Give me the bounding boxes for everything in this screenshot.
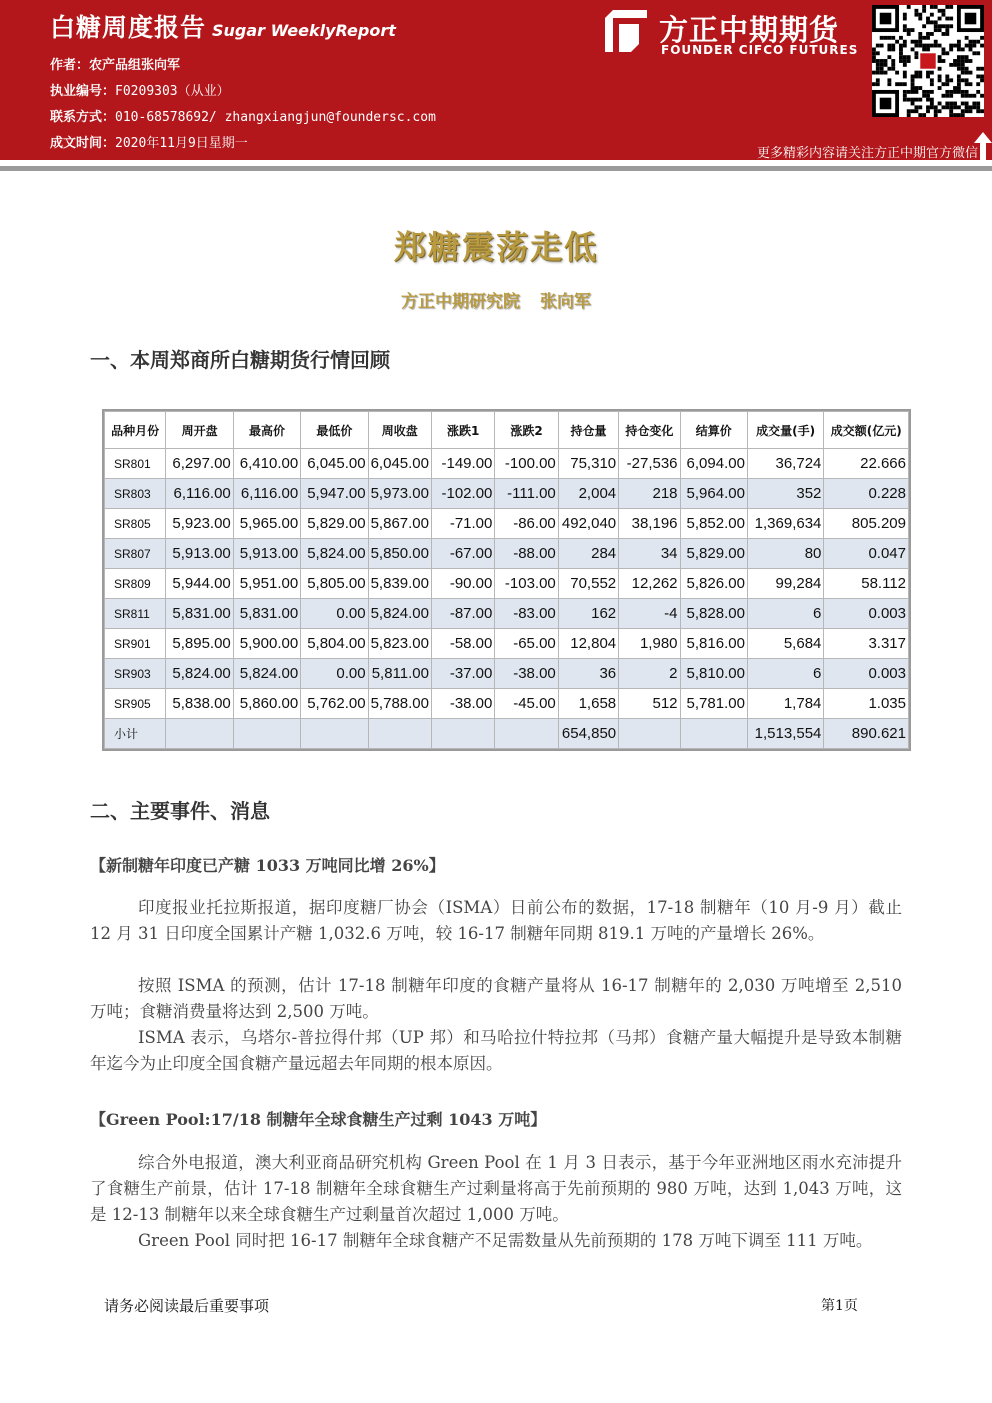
- author-value: 农产品组张向军: [89, 58, 181, 73]
- contract-code-cell: SR905: [105, 689, 166, 719]
- table-cell: -90.00: [431, 569, 494, 599]
- section-1-heading: 一、本周郑商所白糖期货行情回顾: [90, 348, 390, 372]
- table-cell: 80: [747, 539, 823, 569]
- table-cell: [619, 719, 680, 749]
- table-cell: 36: [558, 659, 618, 689]
- table-cell: 5,824.00: [301, 539, 368, 569]
- table-header-row: [105, 412, 909, 449]
- table-cell: 5,824.00: [368, 599, 431, 629]
- contact-line: [50, 106, 436, 125]
- table-cell: 5,850.00: [368, 539, 431, 569]
- table-cell: 5,973.00: [368, 479, 431, 509]
- table-cell: 5,826.00: [680, 569, 747, 599]
- table-cell: 38,196: [619, 509, 680, 539]
- contract-code-cell: SR807: [105, 539, 166, 569]
- table-row: [105, 539, 909, 569]
- table-cell: 0.00: [301, 599, 368, 629]
- table-cell: -87.00: [431, 599, 494, 629]
- table-cell: 5,805.00: [301, 569, 368, 599]
- table-cell: -100.00: [495, 449, 558, 479]
- footer-notice: 请务必阅读最后重要事项: [104, 1297, 270, 1315]
- table-cell: 5,964.00: [680, 479, 747, 509]
- table-cell: 70,552: [558, 569, 618, 599]
- author-line: [50, 54, 180, 73]
- table-cell: 5,838.00: [166, 689, 233, 719]
- table-cell: 805.209: [824, 509, 909, 539]
- news-paragraph: 印度报业托拉斯报道，据印度糖厂协会（ISMA）日前公布的数据，17-18 制糖年（10 月-9 月）截止 12 月 31 日印度全国累计产糖 1,032.6 万吨，较 16-17 制糖年同期 819.1 万吨的产量增长 26%。: [90, 898, 902, 943]
- table-cell: 5,810.00: [680, 659, 747, 689]
- table-cell: 6: [747, 659, 823, 689]
- table-cell: 218: [619, 479, 680, 509]
- table-cell: -27,536: [619, 449, 680, 479]
- table-row: [105, 449, 909, 479]
- column-header: 持仓量: [558, 412, 618, 449]
- column-header: 最低价: [301, 412, 368, 449]
- news-paragraph: Green Pool 同时把 16-17 制糖年全球食糖产不足需数量从先前预期的 178 万吨下调至 111 万吨。: [138, 1231, 873, 1250]
- table-cell: -4: [619, 599, 680, 629]
- table-cell: 5,804.00: [301, 629, 368, 659]
- contact-label: 联系方式：: [50, 110, 116, 125]
- table-row: [105, 569, 909, 599]
- table-cell: [301, 719, 368, 749]
- contract-code-cell: SR901: [105, 629, 166, 659]
- contract-code-cell: SR809: [105, 569, 166, 599]
- table-cell: 0.003: [824, 659, 909, 689]
- table-cell: 12,262: [619, 569, 680, 599]
- table-cell: 34: [619, 539, 680, 569]
- author-label: 作者：: [50, 58, 90, 73]
- table-cell: 5,788.00: [368, 689, 431, 719]
- table-cell: 492,040: [558, 509, 618, 539]
- table-row: [105, 479, 909, 509]
- license-line: [50, 80, 230, 99]
- column-header: 结算价: [680, 412, 747, 449]
- table-cell: 5,913.00: [233, 539, 300, 569]
- table-row: [105, 659, 909, 689]
- column-header: 持仓变化: [619, 412, 680, 449]
- founder-logo-icon: [603, 8, 649, 54]
- document-byline: [0, 287, 992, 312]
- table-cell: 5,811.00: [368, 659, 431, 689]
- brand-name-en: FOUNDER CIFCO FUTURES: [661, 43, 859, 57]
- qr-code-icon[interactable]: [872, 5, 984, 117]
- table-cell: 512: [619, 689, 680, 719]
- table-cell: 6,045.00: [301, 449, 368, 479]
- table-cell: 2,004: [558, 479, 618, 509]
- follow-wechat-text: 更多精彩内容请关注方正中期官方微信: [756, 146, 978, 161]
- table-cell: 352: [747, 479, 823, 509]
- table-cell: 5,913.00: [166, 539, 233, 569]
- table-cell: 0.047: [824, 539, 909, 569]
- table-cell: 1,658: [558, 689, 618, 719]
- table-cell: -111.00: [495, 479, 558, 509]
- table-cell: 5,824.00: [233, 659, 300, 689]
- table-cell: [368, 719, 431, 749]
- table-cell: 5,828.00: [680, 599, 747, 629]
- column-header: 最高价: [233, 412, 300, 449]
- page-number: 第1页: [821, 1298, 858, 1314]
- table-cell: 1,369,634: [747, 509, 823, 539]
- table-cell: 6,410.00: [233, 449, 300, 479]
- table-cell: -103.00: [495, 569, 558, 599]
- table-cell: 5,951.00: [233, 569, 300, 599]
- table-cell: 6,116.00: [166, 479, 233, 509]
- section-2-heading: 二、主要事件、消息: [90, 799, 270, 823]
- report-title-cn: 白糖周度报告: [50, 13, 207, 42]
- column-header: 周收盘: [368, 412, 431, 449]
- table-cell: 5,860.00: [233, 689, 300, 719]
- contract-code-cell: SR803: [105, 479, 166, 509]
- table-cell: 5,831.00: [233, 599, 300, 629]
- table-cell: 5,829.00: [301, 509, 368, 539]
- column-header: 成交额(亿元): [824, 412, 909, 449]
- table-cell: 5,839.00: [368, 569, 431, 599]
- news-paragraph: 综合外电报道，澳大利亚商品研究机构 Green Pool 在 1 月 3 日表示，基于今年亚洲地区雨水充沛提升了食糖生产前景，估计 17-18 制糖年全球食糖生产过剩量将高于先前预期的 980 万吨，达到 1,043 万吨，这是 12-13 制糖年以来全球食糖生产过剩量首次超过 1,000 万吨。: [90, 1153, 902, 1224]
- table-cell: -58.00: [431, 629, 494, 659]
- table-cell: 162: [558, 599, 618, 629]
- table-cell: 5,947.00: [301, 479, 368, 509]
- table-row: [105, 509, 909, 539]
- column-header: 涨跌1: [431, 412, 494, 449]
- date-label: 成文时间：: [50, 136, 116, 151]
- table-cell: -83.00: [495, 599, 558, 629]
- table-cell: 12,804: [558, 629, 618, 659]
- contract-code-cell: SR801: [105, 449, 166, 479]
- table-cell: 1,784: [747, 689, 823, 719]
- table-cell: 5,944.00: [166, 569, 233, 599]
- table-cell: [495, 719, 558, 749]
- date-value: 2020年11月9日星期一: [115, 136, 248, 151]
- news-paragraph: 按照 ISMA 的预测，估计 17-18 制糖年印度的食糖产量将从 16-17 制糖年的 2,030 万吨增至 2,510 万吨；食糖消费量将达到 2,500 万吨。: [90, 976, 902, 1021]
- brand-name-cn: 方正中期期货: [659, 13, 840, 47]
- table-cell: -102.00: [431, 479, 494, 509]
- table-cell: 1.035: [824, 689, 909, 719]
- table-cell: 6,094.00: [680, 449, 747, 479]
- table-cell: 5,684: [747, 629, 823, 659]
- up-arrow-icon: [974, 132, 992, 160]
- news-headline: 【Green Pool:17/18 制糖年全球食糖生产过剩 1043 万吨】: [90, 1110, 547, 1129]
- contract-code-cell: SR805: [105, 509, 166, 539]
- column-header: 成交量(手): [747, 412, 823, 449]
- table-cell: 284: [558, 539, 618, 569]
- table-row: [105, 629, 909, 659]
- table-cell: 1,513,554: [747, 719, 823, 749]
- contract-code-cell: SR903: [105, 659, 166, 689]
- author-name: 张向军: [540, 292, 591, 312]
- table-cell: 6: [747, 599, 823, 629]
- table-cell: -149.00: [431, 449, 494, 479]
- contract-code-cell: SR811: [105, 599, 166, 629]
- market-review-table: [102, 409, 911, 751]
- news-paragraph: ISMA 表示，乌塔尔-普拉得什邦（UP 邦）和马哈拉什特拉邦（马邦）食糖产量大幅提升是导致本制糖年迄今为止印度全国食糖产量远超去年同期的根本原因。: [90, 1028, 902, 1073]
- document-title: 郑糖震荡走低: [393, 228, 598, 266]
- table-cell: -65.00: [495, 629, 558, 659]
- table-cell: 5,824.00: [166, 659, 233, 689]
- table-cell: 5,831.00: [166, 599, 233, 629]
- table-cell: 0.00: [301, 659, 368, 689]
- table-cell: -38.00: [495, 659, 558, 689]
- table-cell: 6,116.00: [233, 479, 300, 509]
- table-cell: 36,724: [747, 449, 823, 479]
- header-banner: [0, 0, 992, 160]
- table-cell: 5,823.00: [368, 629, 431, 659]
- table-cell: 5,895.00: [166, 629, 233, 659]
- table-cell: [680, 719, 747, 749]
- table-cell: 2: [619, 659, 680, 689]
- table-cell: 0.228: [824, 479, 909, 509]
- table-cell: [166, 719, 233, 749]
- table-cell: -71.00: [431, 509, 494, 539]
- table-cell: 75,310: [558, 449, 618, 479]
- column-header: 涨跌2: [495, 412, 558, 449]
- license-label: 执业编号：: [50, 84, 116, 99]
- table-cell: [431, 719, 494, 749]
- news-headline: 【新制糖年印度已产糖 1033 万吨同比增 26%】: [90, 856, 445, 875]
- table-cell: 890.621: [824, 719, 909, 749]
- table-cell: 5,852.00: [680, 509, 747, 539]
- table-cell: 99,284: [747, 569, 823, 599]
- column-header: 周开盘: [166, 412, 233, 449]
- table-cell: 654,850: [558, 719, 618, 749]
- table-cell: -67.00: [431, 539, 494, 569]
- table-cell: 3.317: [824, 629, 909, 659]
- table-cell: 5,816.00: [680, 629, 747, 659]
- table-cell: -88.00: [495, 539, 558, 569]
- table-cell: 5,923.00: [166, 509, 233, 539]
- table-cell: 6,297.00: [166, 449, 233, 479]
- license-value: F0209303（从业）: [115, 84, 230, 99]
- table-cell: 0.003: [824, 599, 909, 629]
- table-row: [105, 689, 909, 719]
- table-cell: 5,867.00: [368, 509, 431, 539]
- table-cell: -37.00: [431, 659, 494, 689]
- table-cell: 6,045.00: [368, 449, 431, 479]
- table-cell: 5,900.00: [233, 629, 300, 659]
- table-cell: 5,965.00: [233, 509, 300, 539]
- table-cell: 5,781.00: [680, 689, 747, 719]
- table-cell: -86.00: [495, 509, 558, 539]
- table-cell: -38.00: [431, 689, 494, 719]
- contract-code-cell: 小计: [105, 719, 166, 749]
- table-subtotal-row: [105, 719, 909, 749]
- column-header: 品种月份: [105, 412, 166, 449]
- table-cell: 5,762.00: [301, 689, 368, 719]
- table-cell: 1,980: [619, 629, 680, 659]
- table-cell: -45.00: [495, 689, 558, 719]
- table-cell: 58.112: [824, 569, 909, 599]
- table-row: [105, 599, 909, 629]
- date-line: [50, 132, 248, 151]
- table-cell: [233, 719, 300, 749]
- header-divider: [0, 166, 992, 171]
- report-title: [50, 8, 396, 44]
- table-cell: 5,829.00: [680, 539, 747, 569]
- report-title-en: Sugar WeeklyReport: [212, 21, 396, 40]
- contact-value: 010-68578692/ zhangxiangjun@foundersc.com: [115, 110, 436, 125]
- table-cell: 22.666: [824, 449, 909, 479]
- institute-name: 方正中期研究院: [401, 292, 520, 312]
